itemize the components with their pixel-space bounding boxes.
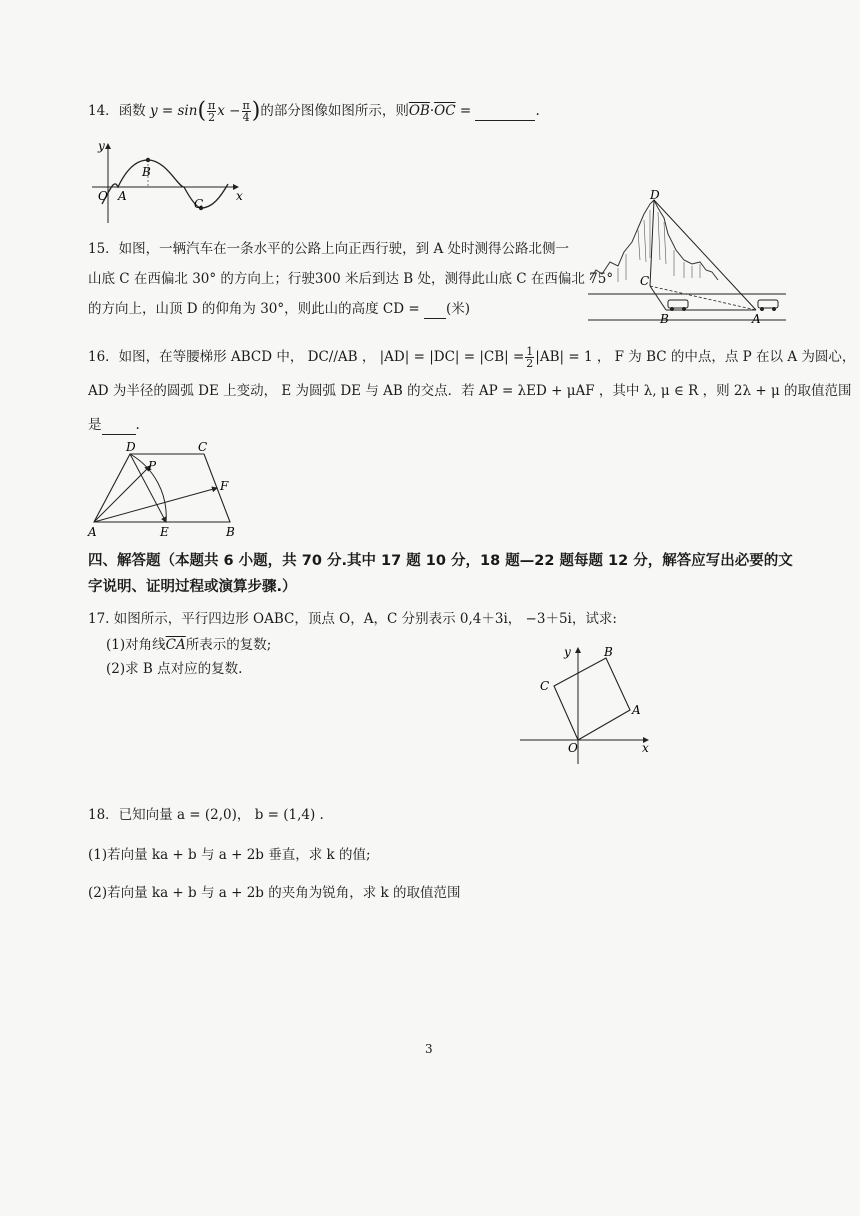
answer-blank xyxy=(424,300,446,319)
car-a-icon xyxy=(758,300,778,308)
label-c: C xyxy=(640,274,650,288)
label-c: C xyxy=(194,197,204,211)
frac-half: $\frac{1}{2}$ xyxy=(526,345,534,370)
q16-line2: AD 为半径的圆弧 DE 上变动， E 为圆弧 DE 与 AB 的交点．若 AP = λED + μAF ，其中 λ, μ ∈ R ，则 2λ + μ 的取值范围 xyxy=(88,383,852,399)
q18-sub2: (2)若向量 ka + b 与 a + 2b 的夹角为锐角，求 k 的取值范围 xyxy=(88,885,461,901)
q18-line1: 18．已知向量 a = (2,0)， b = (1,4) . xyxy=(88,807,324,823)
q15-line2: 山底 C 在西偏北 30° 的方向上；行驶300 米后到达 B 处，测得此山底 C 在西偏北 75° xyxy=(88,271,614,287)
answer-blank xyxy=(102,416,136,435)
q17-line1: 17. 如图所示，平行四边形 OABC，顶点 O，A，C 分别表示 0,4＋3i， −3＋5i，试求: xyxy=(88,611,617,627)
mountain-outline xyxy=(590,200,718,280)
point-b xyxy=(146,158,150,162)
q16-trapezoid-figure xyxy=(86,440,246,540)
vector-ob: $\overline{OB}$ xyxy=(408,103,430,119)
q17-parallelogram-figure xyxy=(520,640,660,770)
car-b-icon xyxy=(668,300,688,308)
q14-text-b: 的部分图像如图所示，则 xyxy=(260,103,409,119)
label-b: B xyxy=(660,312,669,325)
paren-close: ) xyxy=(251,98,261,124)
label-y: y xyxy=(98,139,105,153)
segment-ca xyxy=(650,286,756,310)
label-d: D xyxy=(126,440,136,454)
q15-line3: 的方向上，山顶 D 的仰角为 30°，则此山的高度 CD = (米) xyxy=(88,301,471,317)
q16-line1: 16．如图，在等腰梯形 ABCD 中， DC//AB ， |AD| = |DC| = |CB| = $\frac{1}{2}$ |AB| = 1 ， F 为 BC 的中点，点 P 在以 A 为圆心， xyxy=(88,345,856,370)
page-number: 3 xyxy=(425,1042,433,1056)
label-e: E xyxy=(160,525,169,539)
label-a: A xyxy=(752,312,761,325)
trapezoid-abcd xyxy=(94,454,230,522)
q14-number: 14． xyxy=(88,103,119,119)
label-b: B xyxy=(226,525,235,539)
label-x: x xyxy=(642,741,649,755)
vector-af xyxy=(94,488,217,522)
label-p: P xyxy=(148,459,157,473)
vector-ap xyxy=(94,466,150,522)
segment-cb xyxy=(650,286,666,310)
q17-sub2: (2)求 B 点对应的复数. xyxy=(106,661,243,677)
q14-sine-figure xyxy=(88,138,248,228)
vector-oc: $\overline{OC}$ xyxy=(434,103,456,119)
frac-pi-4: $\frac{\pi}{4}$ xyxy=(242,99,250,124)
q17-sub1: (1)对角线$\overline{CA}$所表示的复数; xyxy=(106,637,272,653)
label-d: D xyxy=(650,190,660,202)
q14-var-x: x − xyxy=(217,103,241,119)
label-x: x xyxy=(236,189,243,203)
vector-ca: $\overline{CA}$ xyxy=(165,637,186,653)
paren-open: ( xyxy=(197,98,207,124)
frac-pi-2: $\frac{\pi}{2}$ xyxy=(208,99,216,124)
q15-line1: 15．如图，一辆汽车在一条水平的公路上向正西行驶，到 A 处时测得公路北侧一 xyxy=(88,241,570,257)
label-o: O xyxy=(98,189,108,203)
section4-heading-line2: 字说明、证明过程或演算步骤.） xyxy=(88,579,297,595)
label-o: O xyxy=(568,741,578,755)
q14-func-lhs: y = sin xyxy=(149,103,198,119)
label-b: B xyxy=(142,165,151,179)
q14-text-a: 函数 xyxy=(118,103,146,119)
section4-heading-line1: 四、解答题（本题共 6 小题，共 70 分.其中 17 题 10 分，18 题—22 题每题 12 分，解答应写出必要的文 xyxy=(88,553,793,569)
label-a: A xyxy=(88,525,97,539)
label-y: y xyxy=(564,645,571,659)
q18-sub1: (1)若向量 ka + b 与 a + 2b 垂直，求 k 的值; xyxy=(88,847,371,863)
answer-blank xyxy=(475,102,535,121)
label-c: C xyxy=(540,679,550,693)
q15-mountain-figure xyxy=(588,190,788,325)
label-f: F xyxy=(220,479,229,493)
label-b: B xyxy=(604,645,613,659)
q14-line: 14．函数 y = sin( $\frac{\pi}{2}$ x − $\frac{\pi}{4}$ )的部分图像如图所示，则$\overline{OB}\cdot\overline{OC}$ = . xyxy=(88,98,540,124)
label-a: A xyxy=(118,189,127,203)
parallelogram-oabc xyxy=(554,658,630,740)
label-a: A xyxy=(632,703,641,717)
q16-line3: 是 . xyxy=(88,417,140,433)
label-c: C xyxy=(198,440,208,454)
segment-dc xyxy=(650,200,654,286)
